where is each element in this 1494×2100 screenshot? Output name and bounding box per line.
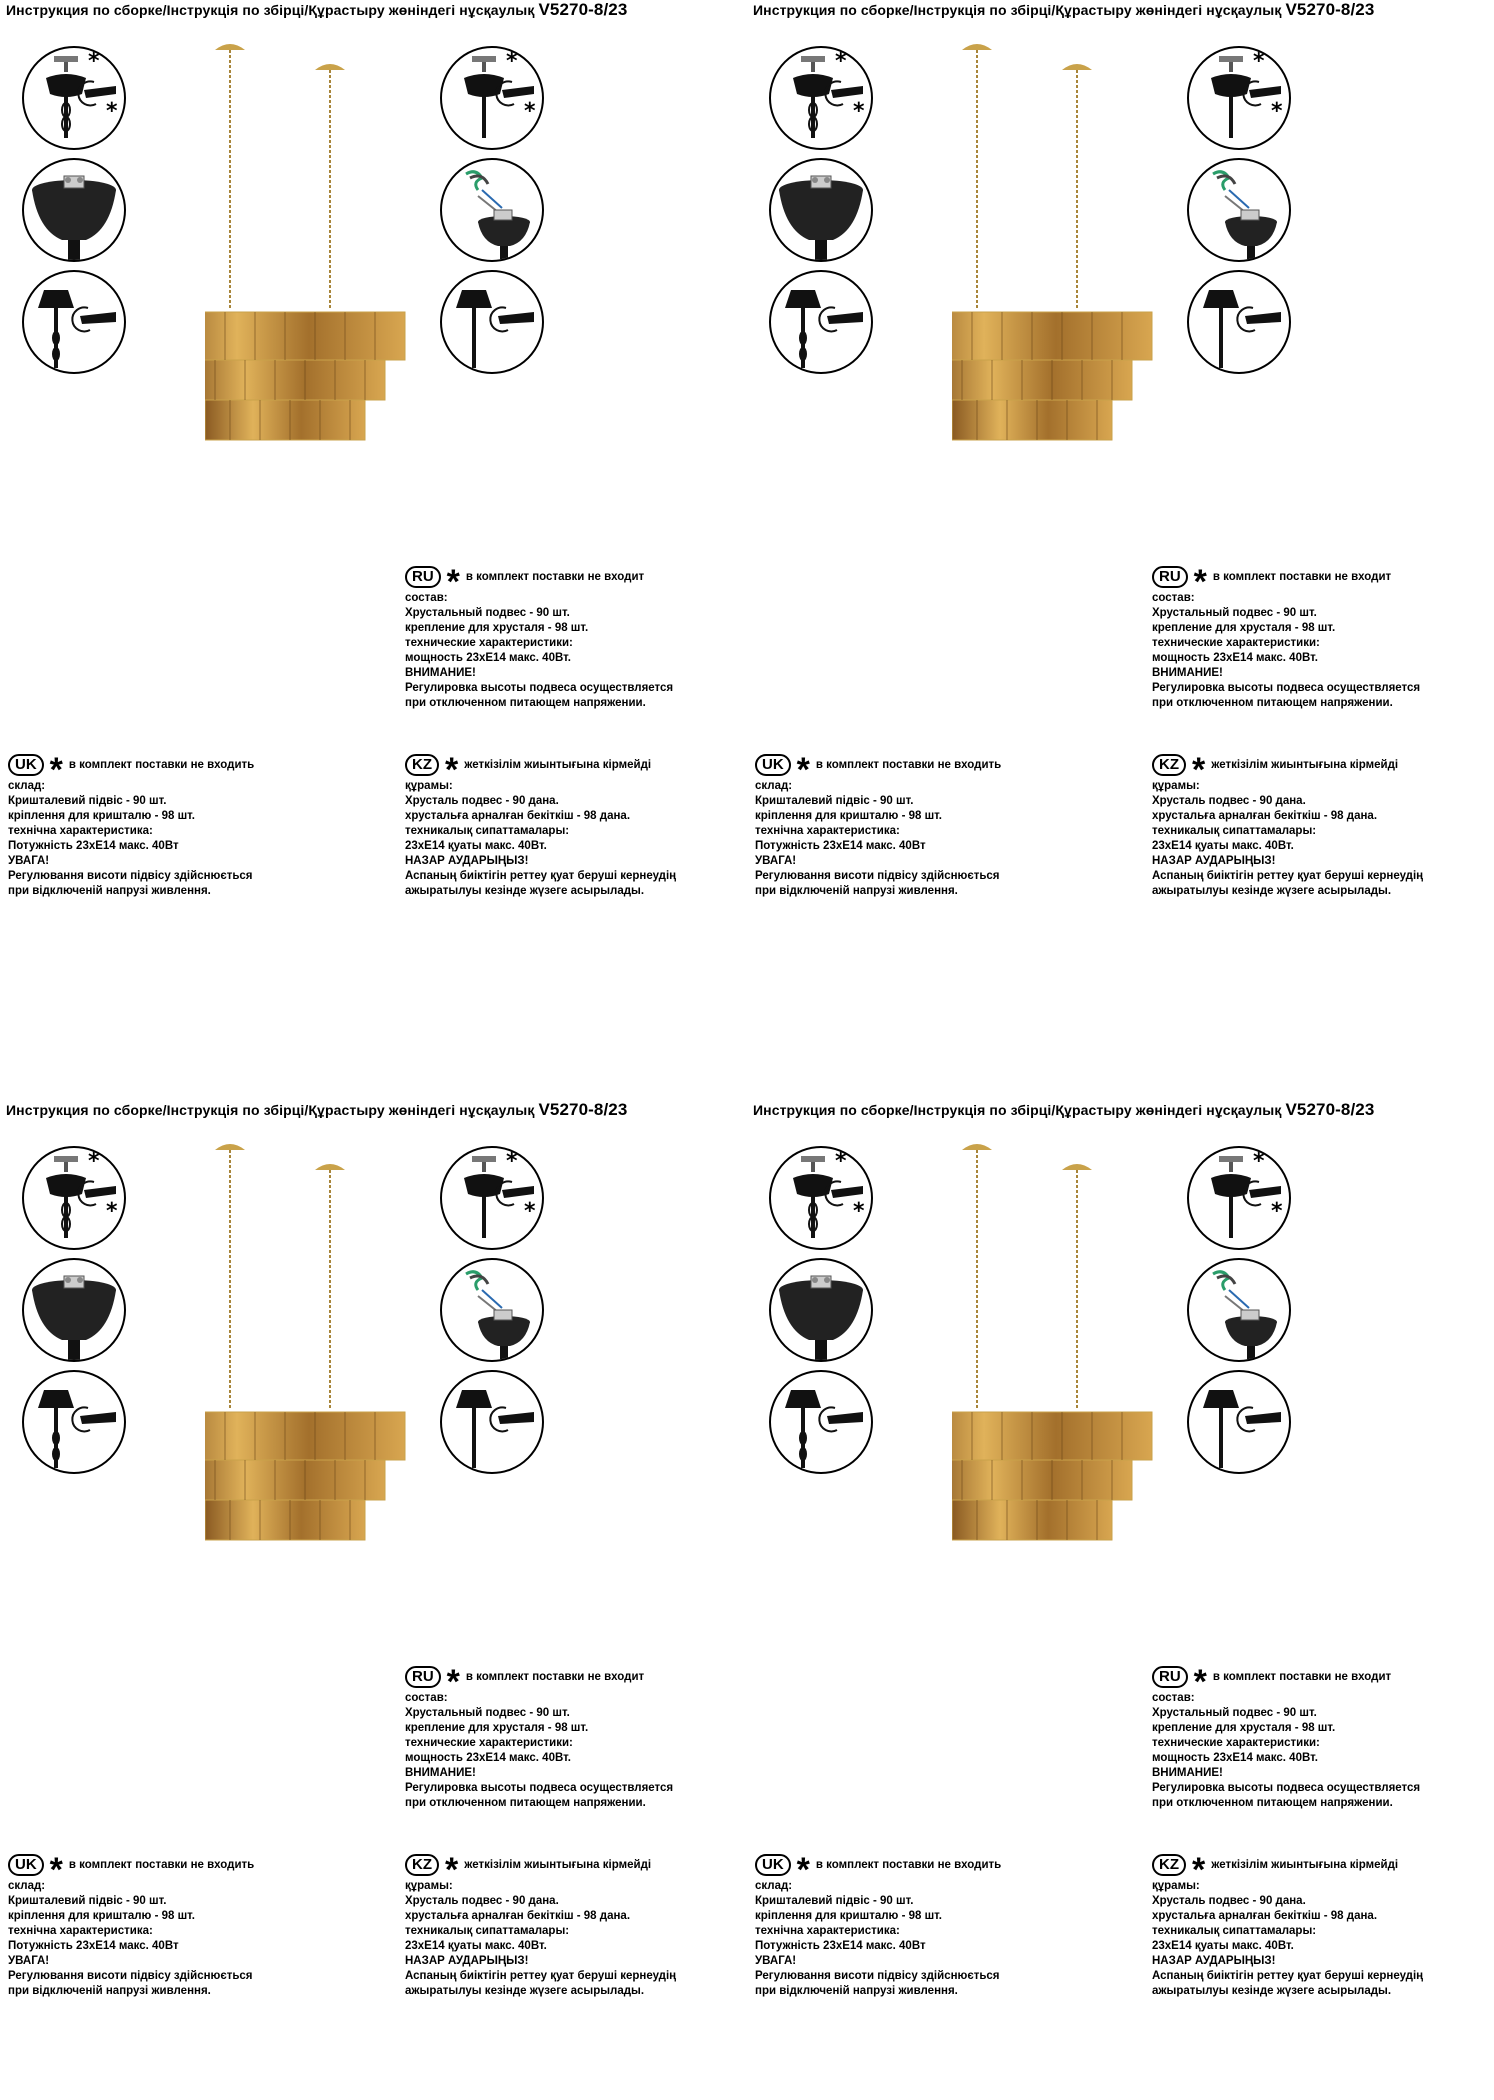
kz-line: 23хE14 қуаты макс. 40Вт. xyxy=(1152,1940,1294,1952)
ru-line: состав: xyxy=(1152,592,1195,604)
kz-line: құрамы: xyxy=(405,1880,453,1892)
kz-section xyxy=(405,1853,676,1999)
canopy-hook-icon xyxy=(22,46,126,150)
chain-adjust-icon xyxy=(22,270,126,374)
ru-line: мощность 23хE14 макс. 40Вт. xyxy=(405,652,571,664)
instruction-page xyxy=(0,1100,747,2100)
svg-text:*: * xyxy=(88,49,100,74)
svg-text:*: * xyxy=(853,1199,865,1224)
kz-section xyxy=(1152,753,1423,899)
ru-badge: RU xyxy=(405,566,441,588)
kz-line: техникалық сипаттамалары: xyxy=(405,825,570,837)
asterisk-icon: * xyxy=(446,1663,460,1701)
kz-note: жеткізілім жиынтығына кірмейді xyxy=(1211,1858,1399,1871)
kz-line: 23хE14 қуаты макс. 40Вт. xyxy=(405,840,547,852)
model-number: V5270-8/23 xyxy=(1285,1100,1375,1119)
uk-note: в комплект поставки не входить xyxy=(815,758,1002,771)
uk-line: Потужність 23хE14 макс. 40Вт xyxy=(8,1940,179,1952)
chain-adjust-icon xyxy=(769,270,873,374)
uk-line: Кришталевий підвіс - 90 шт. xyxy=(755,795,914,807)
asterisk-icon: * xyxy=(445,751,459,789)
ru-section xyxy=(1152,1665,1420,1811)
title-text: Инструкция по сборке/Інструкція по збірці/Құрастыру жөніндегі нұсқаулық xyxy=(753,2,1282,18)
instruction-title xyxy=(6,1100,627,1120)
uk-line: Регулювання висоти підвісу здійснюється xyxy=(755,870,1000,882)
ru-line: Регулировка высоты подвеса осуществляется xyxy=(1152,1782,1421,1794)
uk-section xyxy=(755,753,1001,899)
asterisk-icon: * xyxy=(1192,751,1206,789)
uk-line: при відключеній напрузі живлення. xyxy=(755,885,958,897)
ru-line: Хрустальный подвес - 90 шт. xyxy=(405,607,570,619)
kz-badge: KZ xyxy=(1152,1854,1186,1876)
ru-line: ВНИМАНИЕ! xyxy=(1152,667,1223,679)
kz-line: хрустальға арналған бекіткіш - 98 дана. xyxy=(1152,810,1378,822)
kz-line: құрамы: xyxy=(1152,1880,1200,1892)
uk-line: Потужність 23хE14 макс. 40Вт xyxy=(8,840,179,852)
kz-line: НАЗАР АУДАРЫҢЫЗ! xyxy=(1152,1955,1276,1967)
ru-line: ВНИМАНИЕ! xyxy=(405,1767,476,1779)
uk-section xyxy=(755,1853,1001,1999)
uk-line: технічна характеристика: xyxy=(755,1925,900,1937)
uk-line: Регулювання висоти підвісу здійснюється xyxy=(8,1970,253,1982)
canopy-mount-icon xyxy=(22,158,126,262)
canopy-hook-icon xyxy=(769,1146,873,1250)
uk-line: технічна характеристика: xyxy=(8,1925,153,1937)
kz-line: НАЗАР АУДАРЫҢЫЗ! xyxy=(405,1955,529,1967)
kz-line: Хрусталь подвес - 90 дана. xyxy=(405,1895,559,1907)
ru-line: крепление для хрусталя - 98 шт. xyxy=(405,622,589,634)
uk-note: в комплект поставки не входить xyxy=(68,758,255,771)
asterisk-icon: * xyxy=(49,751,63,789)
svg-text:*: * xyxy=(506,49,518,74)
uk-section xyxy=(8,1853,254,1999)
uk-line: склад: xyxy=(8,1880,46,1892)
kz-badge: KZ xyxy=(405,1854,439,1876)
uk-note: в комплект поставки не входить xyxy=(815,1858,1002,1871)
kz-line: Хрусталь подвес - 90 дана. xyxy=(1152,1895,1306,1907)
title-text: Инструкция по сборке/Інструкція по збірці/Құрастыру жөніндегі нұсқаулық xyxy=(6,1102,535,1118)
asterisk-icon: * xyxy=(796,1851,810,1889)
uk-line: Потужність 23хE14 макс. 40Вт xyxy=(755,1940,926,1952)
uk-line: склад: xyxy=(8,780,46,792)
kz-line: ажыратылуы кезінде жүзеге асырылады. xyxy=(405,1985,645,1997)
kz-section xyxy=(405,753,676,899)
ru-line: ВНИМАНИЕ! xyxy=(405,667,476,679)
ru-line: состав: xyxy=(405,592,448,604)
kz-line: ажыратылуы кезінде жүзеге асырылады. xyxy=(1152,1985,1392,1997)
uk-line: УВАГА! xyxy=(8,1955,50,1967)
ru-line: состав: xyxy=(1152,1692,1195,1704)
instruction-page xyxy=(0,0,747,1000)
kz-line: құрамы: xyxy=(1152,780,1200,792)
ru-note: в комплект поставки не входит xyxy=(465,1670,645,1683)
svg-text:*: * xyxy=(1271,99,1283,124)
uk-note: в комплект поставки не входить xyxy=(68,1858,255,1871)
ru-note: в комплект поставки не входит xyxy=(465,570,645,583)
kz-line: ажыратылуы кезінде жүзеге асырылады. xyxy=(1152,885,1392,897)
ru-line: Хрустальный подвес - 90 шт. xyxy=(1152,607,1317,619)
uk-badge: UK xyxy=(8,1854,44,1876)
svg-text:*: * xyxy=(106,99,118,124)
kz-line: техникалық сипаттамалары: xyxy=(405,1925,570,1937)
model-number: V5270-8/23 xyxy=(538,0,628,19)
kz-line: техникалық сипаттамалары: xyxy=(1152,1925,1317,1937)
ru-note: в комплект поставки не входит xyxy=(1212,1670,1392,1683)
kz-line: ажыратылуы кезінде жүзеге асырылады. xyxy=(405,885,645,897)
instruction-title xyxy=(6,0,627,20)
ru-line: при отключенном питающем напряжении. xyxy=(405,1797,646,1809)
kz-line: НАЗАР АУДАРЫҢЫЗ! xyxy=(405,855,529,867)
canopy-hook-icon xyxy=(22,1146,126,1250)
ru-line: мощность 23хE14 макс. 40Вт. xyxy=(1152,1752,1318,1764)
uk-line: кріплення для кришталю - 98 шт. xyxy=(8,810,195,822)
ru-line: при отключенном питающем напряжении. xyxy=(1152,1797,1393,1809)
svg-text:*: * xyxy=(1253,1149,1265,1174)
svg-text:*: * xyxy=(835,49,847,74)
uk-line: УВАГА! xyxy=(755,1955,797,1967)
instruction-page xyxy=(747,0,1494,1000)
ru-line: при отключенном питающем напряжении. xyxy=(1152,697,1393,709)
kz-line: Хрусталь подвес - 90 дана. xyxy=(1152,795,1306,807)
uk-badge: UK xyxy=(755,1854,791,1876)
chain-adjust-icon xyxy=(769,1370,873,1474)
ru-line: Регулировка высоты подвеса осуществляется xyxy=(1152,682,1421,694)
svg-text:*: * xyxy=(853,99,865,124)
ru-line: Регулировка высоты подвеса осуществляется xyxy=(405,682,674,694)
model-number: V5270-8/23 xyxy=(1285,0,1375,19)
canopy-mount-icon xyxy=(769,158,873,262)
asterisk-icon: * xyxy=(445,1851,459,1889)
canopy-mount-icon xyxy=(22,1258,126,1362)
uk-line: склад: xyxy=(755,1880,793,1892)
kz-line: Аспаның биіктігін реттеу қуат беруші кернеудің xyxy=(405,1970,677,1982)
instruction-title xyxy=(753,1100,1374,1120)
ru-line: мощность 23хE14 макс. 40Вт. xyxy=(1152,652,1318,664)
ru-badge: RU xyxy=(1152,1666,1188,1688)
instruction-page xyxy=(747,1100,1494,2100)
chandelier-illustration xyxy=(205,1140,535,1655)
chandelier-illustration xyxy=(205,40,535,555)
kz-line: 23хE14 қуаты макс. 40Вт. xyxy=(1152,840,1294,852)
ru-section xyxy=(1152,565,1420,711)
canopy-hook-icon xyxy=(769,46,873,150)
ru-line: технические характеристики: xyxy=(405,637,573,649)
asterisk-icon: * xyxy=(796,751,810,789)
uk-line: УВАГА! xyxy=(8,855,50,867)
kz-line: НАЗАР АУДАРЫҢЫЗ! xyxy=(1152,855,1276,867)
ru-line: крепление для хрусталя - 98 шт. xyxy=(1152,1722,1336,1734)
uk-line: Потужність 23хE14 макс. 40Вт xyxy=(755,840,926,852)
title-text: Инструкция по сборке/Інструкція по збірці/Құрастыру жөніндегі нұсқаулық xyxy=(6,2,535,18)
kz-note: жеткізілім жиынтығына кірмейді xyxy=(1211,758,1399,771)
ru-line: состав: xyxy=(405,1692,448,1704)
uk-line: при відключеній напрузі живлення. xyxy=(8,1985,211,1997)
kz-line: Аспаның биіктігін реттеу қуат беруші кернеудің xyxy=(1152,870,1424,882)
kz-line: техникалық сипаттамалары: xyxy=(1152,825,1317,837)
ru-section xyxy=(405,1665,673,1811)
ru-line: технические характеристики: xyxy=(1152,1737,1320,1749)
ru-line: мощность 23хE14 макс. 40Вт. xyxy=(405,1752,571,1764)
ru-line: технические характеристики: xyxy=(405,1737,573,1749)
kz-line: хрустальға арналған бекіткіш - 98 дана. xyxy=(405,810,631,822)
ru-badge: RU xyxy=(1152,566,1188,588)
uk-section xyxy=(8,753,254,899)
ru-line: Хрустальный подвес - 90 шт. xyxy=(405,1707,570,1719)
svg-text:*: * xyxy=(106,1199,118,1224)
svg-text:*: * xyxy=(835,1149,847,1174)
ru-line: крепление для хрусталя - 98 шт. xyxy=(1152,622,1336,634)
chandelier-illustration xyxy=(952,1140,1282,1655)
uk-line: кріплення для кришталю - 98 шт. xyxy=(8,1910,195,1922)
asterisk-icon: * xyxy=(1192,1851,1206,1889)
svg-text:*: * xyxy=(1253,49,1265,74)
chain-adjust-icon xyxy=(22,1370,126,1474)
ru-line: Регулировка высоты подвеса осуществляется xyxy=(405,1782,674,1794)
ru-section xyxy=(405,565,673,711)
kz-section xyxy=(1152,1853,1423,1999)
kz-line: хрустальға арналған бекіткіш - 98 дана. xyxy=(1152,1910,1378,1922)
uk-line: кріплення для кришталю - 98 шт. xyxy=(755,1910,942,1922)
uk-line: Кришталевий підвіс - 90 шт. xyxy=(8,1895,167,1907)
svg-text:*: * xyxy=(506,1149,518,1174)
svg-text:*: * xyxy=(88,1149,100,1174)
title-text: Инструкция по сборке/Інструкція по збірці/Құрастыру жөніндегі нұсқаулық xyxy=(753,1102,1282,1118)
ru-line: при отключенном питающем напряжении. xyxy=(405,697,646,709)
chandelier-illustration xyxy=(952,40,1282,555)
kz-note: жеткізілім жиынтығына кірмейді xyxy=(464,758,652,771)
instruction-title xyxy=(753,0,1374,20)
uk-line: УВАГА! xyxy=(755,855,797,867)
asterisk-icon: * xyxy=(1193,1663,1207,1701)
ru-badge: RU xyxy=(405,1666,441,1688)
uk-line: Кришталевий підвіс - 90 шт. xyxy=(8,795,167,807)
uk-badge: UK xyxy=(755,754,791,776)
kz-line: Аспаның биіктігін реттеу қуат беруші кернеудің xyxy=(405,870,677,882)
uk-line: технічна характеристика: xyxy=(8,825,153,837)
asterisk-icon: * xyxy=(1193,563,1207,601)
uk-line: склад: xyxy=(755,780,793,792)
svg-text:*: * xyxy=(1271,1199,1283,1224)
uk-line: Кришталевий підвіс - 90 шт. xyxy=(755,1895,914,1907)
canopy-mount-icon xyxy=(769,1258,873,1362)
kz-badge: KZ xyxy=(405,754,439,776)
model-number: V5270-8/23 xyxy=(538,1100,628,1119)
ru-line: ВНИМАНИЕ! xyxy=(1152,1767,1223,1779)
uk-line: Регулювання висоти підвісу здійснюється xyxy=(755,1970,1000,1982)
ru-line: крепление для хрусталя - 98 шт. xyxy=(405,1722,589,1734)
kz-line: хрустальға арналған бекіткіш - 98 дана. xyxy=(405,1910,631,1922)
kz-line: құрамы: xyxy=(405,780,453,792)
kz-line: 23хE14 қуаты макс. 40Вт. xyxy=(405,1940,547,1952)
ru-note: в комплект поставки не входит xyxy=(1212,570,1392,583)
uk-line: Регулювання висоти підвісу здійснюється xyxy=(8,870,253,882)
svg-text:*: * xyxy=(524,99,536,124)
kz-note: жеткізілім жиынтығына кірмейді xyxy=(464,1858,652,1871)
uk-line: кріплення для кришталю - 98 шт. xyxy=(755,810,942,822)
ru-line: Хрустальный подвес - 90 шт. xyxy=(1152,1707,1317,1719)
kz-line: Хрусталь подвес - 90 дана. xyxy=(405,795,559,807)
svg-text:*: * xyxy=(524,1199,536,1224)
uk-badge: UK xyxy=(8,754,44,776)
ru-line: технические характеристики: xyxy=(1152,637,1320,649)
asterisk-icon: * xyxy=(49,1851,63,1889)
uk-line: при відключеній напрузі живлення. xyxy=(755,1985,958,1997)
uk-line: при відключеній напрузі живлення. xyxy=(8,885,211,897)
kz-line: Аспаның биіктігін реттеу қуат беруші кернеудің xyxy=(1152,1970,1424,1982)
kz-badge: KZ xyxy=(1152,754,1186,776)
uk-line: технічна характеристика: xyxy=(755,825,900,837)
asterisk-icon: * xyxy=(446,563,460,601)
